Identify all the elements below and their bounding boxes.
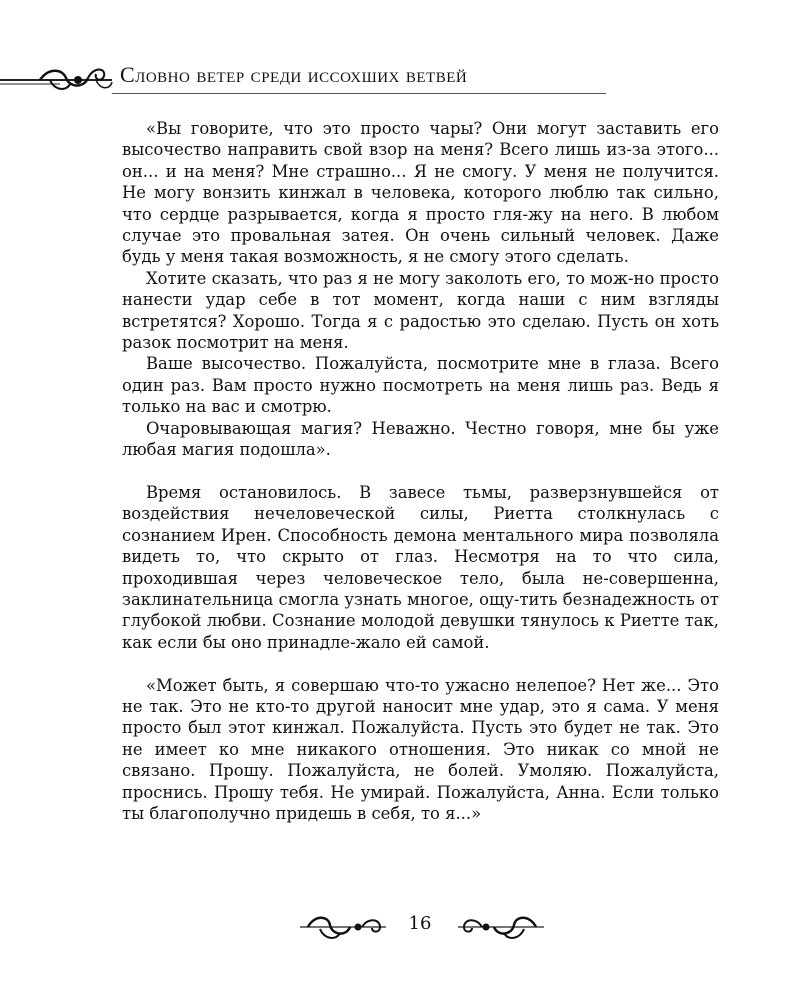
paragraph-gap	[122, 653, 719, 674]
paragraph: Очаровывающая магия? Неважно. Честно говоря, мне бы уже любая магия подошла».	[122, 418, 719, 460]
body-text	[122, 118, 719, 824]
paragraph: Время остановилось. В завесе тьмы, разверзнувшейся от воздействия нечеловеческой силы, Риетта столкнулась с сознанием Ирен. Способность демона ментального мира позволяла видеть то, что скрыто от глаз. Несмотря на то что сила, проходившая через человеческое тело, была не-совершенна, заклинательница смогла узнать многое, ощу-тить безнадежность от глубокой любви. Сознание молодой девушки тянулось к Риетте так, как если бы оно принадле-жало ей самой.	[122, 482, 719, 652]
paragraph: Ваше высочество. Пожалуйста, посмотрите мне в глаза. Всего один раз. Вам просто нужно посмотреть на меня лишь раз. Ведь я только на вас и смотрю.	[122, 354, 719, 417]
book-title: Словно ветер среди иссохших ветвей	[120, 62, 468, 87]
paragraph: «Может быть, я совершаю что-то ужасно нелепое? Нет же... Это не так. Это не кто-то другой наносит мне удар, это я сама. У меня просто был этот кинжал. Пожалуйста. Пусть это будет не так. Это не имеет ко мне никакого отношения. Это никак со мной не связано. Прошу. Пожалуйста, не болей. Умоляю. Пожалуйста, проснись. Прошу тебя. Не умирай. Пожалуйста, Анна. Если только ты благополучно придешь в себя, то я...»	[122, 675, 719, 823]
page-footer	[0, 905, 800, 955]
header-rule	[112, 93, 606, 94]
paragraph-gap	[122, 461, 719, 482]
paragraph: Хотите сказать, что раз я не могу заколоть его, то мож-но просто нанести удар себе в тот момент, когда наши с ним взгляды встретятся? Хорошо. Тогда я с радостью это сделаю. Пусть он хоть разок посмотрит на меня.	[122, 268, 719, 353]
page-number: 16	[408, 913, 432, 934]
flourish-ornament-icon	[0, 50, 120, 100]
running-header	[0, 40, 800, 120]
right-flourish-icon	[454, 907, 544, 947]
paragraph: «Вы говорите, что это просто чары? Они могут заставить его высочество направить свой взор на меня? Всего лишь из-за этого... он... и на меня? Мне страшно... Я не смогу. У меня не получится. Не могу вонзить кинжал в человека, которого люблю так сильно, что сердце разрывается, когда я просто гля-жу на него. В любом случае это провальная затея. Он очень сильный человек. Даже будь у меня такая возможность, я не смогу этого сделать.	[122, 119, 719, 267]
left-flourish-icon	[300, 907, 390, 947]
